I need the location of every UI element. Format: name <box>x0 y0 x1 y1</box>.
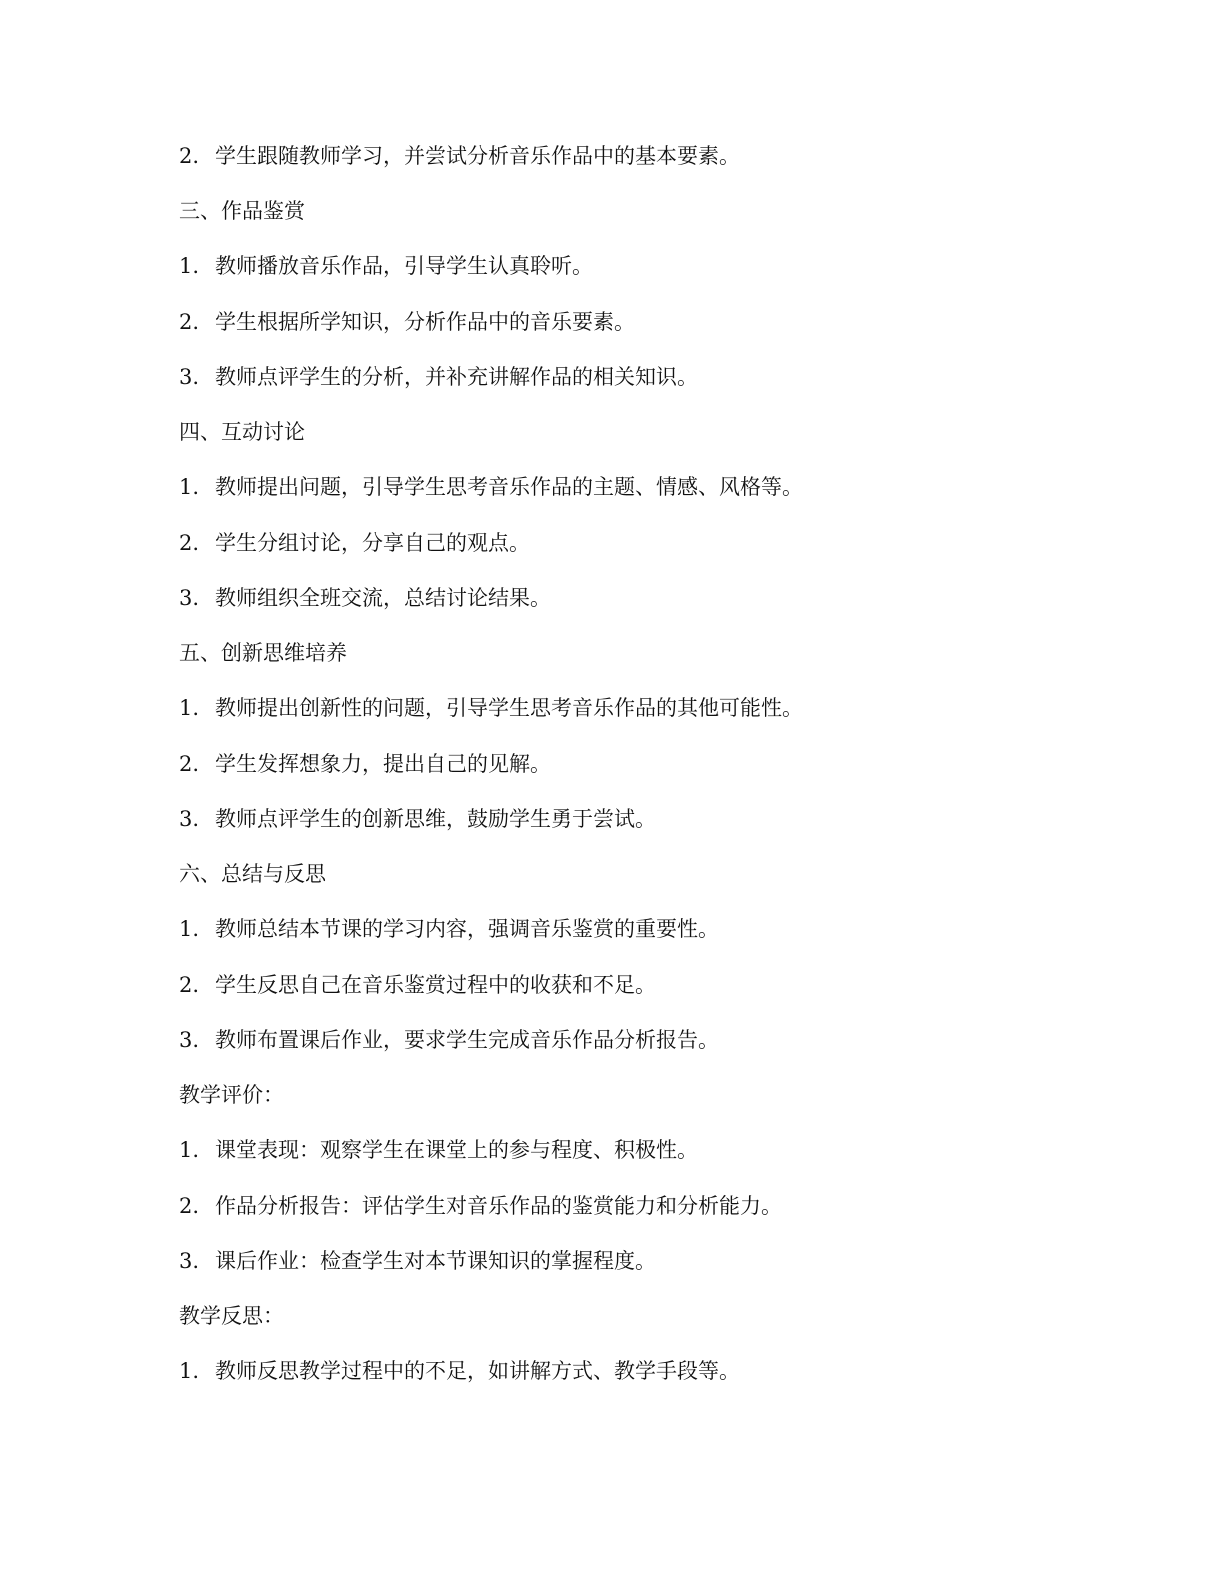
item-text: 教师总结本节课的学习内容，强调音乐鉴赏的重要性。 <box>215 917 719 941</box>
item-text: 教师反思教学过程中的不足，如讲解方式、教学手段等。 <box>215 1359 740 1383</box>
list-item <box>179 802 1179 836</box>
heading-text: 教学评价： <box>179 1083 284 1107</box>
list-item <box>179 1023 1179 1057</box>
list-item <box>179 581 1179 615</box>
item-number: 2. <box>179 752 200 776</box>
item-text: 学生分组讨论，分享自己的观点。 <box>215 531 530 555</box>
list-item <box>179 526 1179 560</box>
item-number: 1. <box>179 254 200 278</box>
item-text: 教师提出问题，引导学生思考音乐作品的主题、情感、风格等。 <box>215 475 803 499</box>
item-text: 教师组织全班交流，总结讨论结果。 <box>215 586 551 610</box>
list-item <box>179 305 1179 339</box>
item-number: 2. <box>179 531 200 555</box>
item-text: 学生跟随教师学习，并尝试分析音乐作品中的基本要素。 <box>215 144 740 168</box>
item-number: 1. <box>179 917 200 941</box>
list-item <box>179 1133 1179 1167</box>
section-heading <box>179 636 1179 670</box>
list-item <box>179 470 1179 504</box>
item-number: 1. <box>179 696 200 720</box>
item-number: 3. <box>179 807 200 831</box>
item-number: 3. <box>179 1028 200 1052</box>
list-item <box>179 360 1179 394</box>
list-item <box>179 747 1179 781</box>
section-heading <box>179 1078 1179 1112</box>
item-number: 3. <box>179 1249 200 1273</box>
item-text: 教师提出创新性的问题，引导学生思考音乐作品的其他可能性。 <box>215 696 803 720</box>
item-text: 教师点评学生的分析，并补充讲解作品的相关知识。 <box>215 365 698 389</box>
item-text: 学生反思自己在音乐鉴赏过程中的收获和不足。 <box>215 973 656 997</box>
list-item <box>179 139 1179 173</box>
item-text: 教师布置课后作业，要求学生完成音乐作品分析报告。 <box>215 1028 719 1052</box>
section-heading <box>179 194 1179 228</box>
heading-text: 六、总结与反思 <box>179 862 326 886</box>
heading-text: 教学反思： <box>179 1304 284 1328</box>
item-text: 学生发挥想象力，提出自己的见解。 <box>215 752 551 776</box>
item-number: 1. <box>179 1138 200 1162</box>
item-number: 1. <box>179 475 200 499</box>
list-item <box>179 968 1179 1002</box>
list-item <box>179 1354 1179 1388</box>
item-number: 3. <box>179 586 200 610</box>
section-heading <box>179 857 1179 891</box>
heading-text: 三、作品鉴赏 <box>179 199 305 223</box>
item-number: 1. <box>179 1359 200 1383</box>
heading-text: 四、互动讨论 <box>179 420 305 444</box>
item-text: 教师播放音乐作品，引导学生认真聆听。 <box>215 254 593 278</box>
list-item <box>179 249 1179 283</box>
item-text: 教师点评学生的创新思维，鼓励学生勇于尝试。 <box>215 807 656 831</box>
list-item <box>179 912 1179 946</box>
item-number: 2. <box>179 1194 200 1218</box>
item-number: 2. <box>179 144 200 168</box>
section-heading <box>179 1299 1179 1333</box>
item-text: 学生根据所学知识，分析作品中的音乐要素。 <box>215 310 635 334</box>
list-item <box>179 1189 1179 1223</box>
item-text: 作品分析报告：评估学生对音乐作品的鉴赏能力和分析能力。 <box>215 1194 782 1218</box>
item-text: 课堂表现：观察学生在课堂上的参与程度、积极性。 <box>215 1138 698 1162</box>
item-number: 2. <box>179 310 200 334</box>
list-item <box>179 1244 1179 1278</box>
item-number: 2. <box>179 973 200 997</box>
list-item <box>179 691 1179 725</box>
item-text: 课后作业：检查学生对本节课知识的掌握程度。 <box>215 1249 656 1273</box>
section-heading <box>179 415 1179 449</box>
item-number: 3. <box>179 365 200 389</box>
heading-text: 五、创新思维培养 <box>179 641 347 665</box>
